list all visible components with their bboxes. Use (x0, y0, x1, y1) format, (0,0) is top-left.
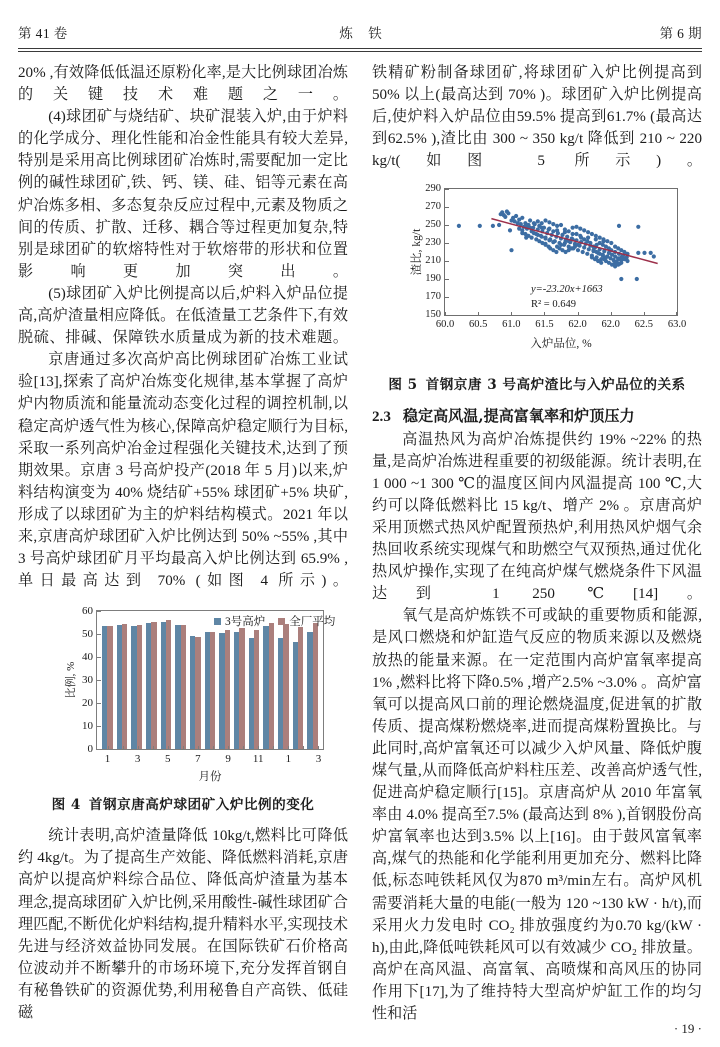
figure-4-y-tick-label: 60 (82, 605, 93, 618)
figure-5-x-tickmark (676, 312, 677, 316)
section-heading-2-3 (372, 405, 702, 428)
figure-4-bar (122, 624, 127, 749)
figure-5-y-tickmark (445, 243, 449, 244)
figure-4-bar (313, 623, 318, 750)
figure-5-r2-annotation: R² = 0.649 (531, 299, 576, 311)
figure-4-x-tickmark (168, 746, 169, 750)
figure-4-y-tick-label: 20 (82, 697, 93, 710)
figure-5-x-axis-label: 入炉品位, % (530, 338, 592, 351)
figure-5-data-point (642, 251, 646, 255)
figure-4-bar (195, 637, 200, 749)
figure-5-data-point (599, 261, 603, 265)
figure-4-caption-text: 首钢京唐高炉球团矿入炉比例的变化 (88, 797, 315, 814)
figure-4-bar-group (291, 611, 306, 749)
legend-label-series1: 3号高炉 (225, 616, 266, 629)
figure-5-data-point (582, 246, 586, 250)
figure-5-data-point (617, 224, 621, 228)
figure-5-x-tickmark (644, 312, 645, 316)
running-head-journal-title: 炼 铁 (339, 26, 388, 41)
figure-5-x-tick-label: 62.0 (568, 319, 587, 331)
figure-5-y-tickmark (445, 279, 449, 280)
figure-5-x-tick-label: 60.5 (468, 319, 488, 331)
figure-5-data-point (491, 224, 495, 228)
paragraph-pellet-ratio: 铁精矿粉制备球团矿,将球团矿入炉比例提高到 50% 以上(最高达到 70% )。球团矿入炉比例提高后,使炉料入炉品位由59.5% 提高到61.7% (最高达到62.5% ),渣比由 300 ~ 350 kg/t 降低到 210 ~ 220 kg/t(如图 5 所示)。 (372, 65, 702, 170)
figure-5-data-point (559, 243, 563, 247)
figure-4-x-tick-label: 5 (165, 753, 171, 766)
figure-5-y-tickmark (445, 261, 449, 262)
figure-5-data-point (619, 277, 623, 281)
figure-4-y-tick-label: 50 (82, 628, 93, 641)
figure-5-data-point (551, 222, 555, 226)
figure-4-bar (107, 626, 112, 749)
figure-5-data-point (563, 228, 567, 232)
figure-5-x-tick-label: 60.0 (435, 319, 455, 331)
section-number: 2.3 (372, 409, 391, 426)
paragraph-continued: 20% ,有效降低低温还原粉化率,是大比例球团冶炼的关键技术难题之一。 (18, 65, 348, 104)
figure-4-plot-area (82, 605, 324, 766)
figure-4-bar (151, 622, 156, 749)
paragraph-item-4: (4)球团矿与烧结矿、块矿混装入炉,由于炉料的化学成分、理化性能和冶金性能具有较大差异,特别是采用高比例球团矿冶炼时,需要配加一定比例的碱性球团矿,铁、钙、镁、硅、铝等元素在高炉冶炼多相、多态复杂反应过程中,元素及物质之间的传质、扩散、迁移、耦合等过程更加复杂,特别是球团矿的软熔特性对于软熔带的形状和位置影响更加突出。 (18, 109, 348, 280)
two-column-body (18, 62, 702, 1035)
figure-5-data-point (585, 252, 589, 256)
legend-label-series2: 全厂平均 (289, 616, 336, 629)
figure-5-data-point (571, 226, 575, 230)
figure-5-data-point (586, 231, 590, 235)
figure-5-y-tick-label: 190 (425, 273, 441, 285)
figure-4-x-tickmark (108, 746, 109, 750)
figure-4-bar (225, 630, 230, 749)
figure-5-data-point (576, 249, 580, 253)
figure-4-x-tickmark (258, 746, 259, 750)
figure-5-x-tickmark (611, 312, 612, 316)
page-number: · 19 · (673, 1021, 702, 1036)
figure-4-y-tickmark (97, 726, 101, 727)
figure-5-data-point (478, 224, 482, 228)
figure-5-points-svg (445, 189, 677, 315)
figure-5-data-point (635, 277, 639, 281)
figure-4-x-tickmark (198, 746, 199, 750)
figure-4-bar-group (115, 611, 130, 749)
figure-4-legend (214, 613, 335, 629)
figure-5-data-point (528, 219, 532, 223)
figure-4-bar-groups (97, 611, 323, 749)
figure-4-x-tickmark (318, 746, 319, 750)
figure-5-y-tickmark (445, 225, 449, 226)
figure-5-data-point (547, 239, 551, 243)
running-head-issue: 第 6 期 (659, 26, 702, 41)
figure-5-x-tickmark (511, 312, 512, 316)
figure-5-data-point (571, 232, 575, 236)
figure-5-data-point (540, 222, 544, 226)
figure-5-data-point (497, 223, 501, 227)
figure-4-bar-group (276, 611, 291, 749)
figure-5-y-tickmark (445, 315, 449, 316)
figure-5-data-point (534, 238, 538, 242)
figure-5-data-point (457, 224, 461, 228)
figure-5-data-point (536, 233, 540, 237)
figure-4-bar-group (100, 611, 115, 749)
figure-4-bar (254, 630, 259, 749)
figure-5-y-tickmark (445, 189, 449, 190)
figure-4-y-tick-label: 0 (87, 743, 93, 756)
figure-5-y-tick-label: 270 (425, 201, 441, 213)
figure-5-data-point (591, 249, 595, 253)
figure-5-data-point (555, 229, 559, 233)
figure-5-y-tickmark (445, 207, 449, 208)
figure-5-x-tickmark (445, 312, 446, 316)
figure-5-data-point (578, 227, 582, 231)
figure-5-data-point (636, 225, 640, 229)
figure-5-y-tick-label: 290 (425, 183, 441, 195)
figure-5-data-point (557, 247, 561, 251)
figure-5-data-point (503, 215, 507, 219)
legend-swatch-series1-icon (214, 618, 221, 625)
figure-5-data-point (536, 220, 540, 224)
figure-5-x-tickmark (578, 312, 579, 316)
figure-5-data-point (514, 214, 518, 218)
figure-5-data-point (532, 231, 536, 235)
figure-4-bar-group (232, 611, 247, 749)
figure-5-data-point (609, 241, 613, 245)
figure-5-data-point (547, 227, 551, 231)
figure-4-bar-group (203, 611, 218, 749)
section-title: 稳定高风温,提高富氧率和炉顶压力 (402, 407, 635, 426)
figure-5-data-point (594, 238, 598, 242)
figure-5-scatterplot (372, 180, 702, 365)
figure-5-x-tickmark (544, 312, 545, 316)
figure-4-y-tick-label: 30 (82, 674, 93, 687)
figure-4-caption (18, 793, 348, 813)
figure-4-x-tickmark (243, 746, 244, 750)
figure-4-bar (210, 632, 215, 749)
figure-4-bar (269, 623, 274, 750)
figure-4-y-tickmark (97, 680, 101, 681)
figure-5-data-point (523, 232, 527, 236)
figure-4 (18, 600, 348, 813)
figure-5-x-tick-label: 62.5 (634, 319, 654, 331)
right-column (372, 62, 702, 1035)
figure-4-bar-group (247, 611, 262, 749)
figure-5-plot-area (425, 183, 687, 331)
figure-4-bar-group (159, 611, 174, 749)
figure-5-data-point (574, 225, 578, 229)
figure-5-data-point (559, 223, 563, 227)
figure-5-data-point (551, 240, 555, 244)
figure-4-bar-group (188, 611, 203, 749)
figure-5-y-tick-label: 210 (425, 255, 441, 267)
figure-4-y-tickmark (97, 749, 101, 750)
figure-5-data-point (587, 248, 591, 252)
figure-4-x-tick-label: 9 (225, 753, 231, 766)
figure-4-x-tick-label: 3 (315, 753, 322, 766)
figure-5-data-point (508, 229, 512, 233)
figure-5-data-point (601, 238, 605, 242)
figure-5-y-tickmark (445, 297, 449, 298)
figure-5-data-point (613, 261, 617, 265)
figure-4-x-tickmark (153, 746, 154, 750)
figure-4-x-tickmark (273, 746, 274, 750)
figure-5-y-tick-label: 250 (425, 219, 441, 231)
figure-4-bar (137, 625, 142, 749)
figure-5 (372, 180, 702, 393)
figure-5-y-tick-label: 150 (425, 309, 441, 321)
figure-4-y-tick-label: 10 (82, 720, 93, 733)
figure-4-x-tick-label: 1 (104, 753, 111, 766)
figure-5-data-point (579, 236, 583, 240)
figure-5-data-point (563, 241, 567, 245)
figure-5-trend-line (491, 219, 657, 264)
figure-5-data-point (574, 232, 578, 236)
left-column (18, 62, 348, 1035)
figure-5-data-point (586, 236, 590, 240)
figure-5-data-point (649, 251, 653, 255)
figure-5-data-point (598, 236, 602, 240)
figure-4-bar (239, 628, 244, 749)
figure-4-x-axis-label: 月份 (198, 771, 222, 784)
figure-4-x-tickmark (123, 746, 124, 750)
figure-5-data-point (652, 255, 656, 259)
figure-5-caption-text: 首钢京唐 3 号高炉渣比与入炉品位的关系 (425, 377, 686, 394)
figure-4-y-axis-label: 比例, % (65, 661, 77, 699)
figure-5-data-point (532, 222, 536, 226)
figure-5-data-point (555, 224, 559, 228)
figure-5-data-point (636, 251, 640, 255)
figure-4-bar-group (173, 611, 188, 749)
figure-5-data-point (567, 230, 571, 234)
figure-4-bar-group (305, 611, 320, 749)
figure-5-x-tick-label: 63.0 (667, 319, 687, 331)
figure-4-x-tick-label: 11 (252, 753, 264, 766)
figure-4-bar (181, 625, 186, 749)
figure-4-x-tickmark (138, 746, 139, 750)
figure-4-x-tick-label: 1 (285, 753, 292, 766)
figure-5-data-point (547, 221, 551, 225)
figure-4-y-tickmark (97, 657, 101, 658)
figure-5-y-tick-label: 170 (425, 291, 441, 303)
paragraph-hot-blast: 高温热风为高炉冶炼提供约 19% ~22% 的热量,是高炉冶炼进程重要的初级能源。统计表明,在 1 000 ~1 300 ℃的温度区间内风温提高 100 ℃,大约可以降低燃料比 15 kg/t、增产 2% 。京唐高炉采用顶燃式热风炉配置预热炉,利用热风炉烟气余热回收系统实现煤气和助燃空气双预热,通过优化热风炉操作,实现了在纯高炉煤气燃烧条件下风温达到 1 250 ℃[14]。 (372, 431, 702, 603)
figure-4-x-tickmark (303, 746, 304, 750)
figure-5-data-point (506, 212, 510, 216)
figure-5-data-point (625, 259, 629, 263)
figure-5-data-point (551, 230, 555, 234)
figure-5-data-point (582, 229, 586, 233)
figure-4-y-tick-label: 40 (82, 651, 93, 664)
figure-4-bar (298, 627, 303, 749)
figure-5-data-point (540, 226, 544, 230)
figure-5-y-axis-label: 渣比, kg/t (411, 229, 423, 276)
figure-4-bar (283, 624, 288, 749)
paragraph-statistics: 统计表明,高炉渣量降低 10kg/t,燃料比可降低约 4kg/t。为了提高生产效能、降低燃料消耗,京唐高炉以提高炉料综合品位、降低高炉渣量为基本理念,提高球团矿入炉比例,采用酸性-碱性球团矿合理匹配,不断优化炉料结构,提升精料水平,实现技术先进与经济效益协同发展。在国际铁矿石价格高位波动并不断攀升的市场环境下,充分发挥首钢自有秘鲁铁矿的资源优势,利用秘鲁自产高铁、低硅磁 (18, 828, 348, 1021)
figure-4-label: 图 4 (51, 797, 81, 814)
paragraph-oxygen-enrichment: 氧气是高炉炼铁不可或缺的重要物质和能源,是风口燃烧和炉缸造气反应的物质来源以及燃烧放热的能量来源。在一定范围内高炉富氧率提高 1% ,燃料比将下降0.5% ,增产2.5% ~3.0% 。高炉富氧可以提高风口前的理论燃烧温度,促进氧的扩散传质、提高煤粉燃烧率,进而提高煤粉置换比。与此同时,高炉富氧还可以减少入炉风量、降低炉腹煤气量,从而降低高炉料柱压差、改善高炉透气性,促进高炉稳定顺行[15]。京唐高炉从 2010 年富氧率由 4.0% 提高至7.5% (最高达到 8% ),首钢股份高炉富氧率也达到3.5% 以上[16]。由于鼓风富氧率高,煤气的热能和化学能利用更加充分、燃料比降低,标态吨铁耗风仅为870 m³/min左右。高炉风机需要消耗大量的电能(一般为 120 ~130 kW · h/t),而采用火力发电时 CO₂ 排放强度约为0.70 kg/(kW · h),由此,降低吨铁耗风可以有效减少 CO₂ 排放量。高炉在高风温、高富氧、高喷煤和高风压的协同作用下[17],为了维持特大型高炉炉缸工作的均匀性和活 (372, 608, 702, 1022)
figure-4-y-tickmark (97, 611, 101, 612)
figure-5-y-tick-label: 230 (425, 237, 441, 249)
paragraph-jingtang-trial: 京唐通过多次高炉高比例球团矿冶炼工业试验[13],探索了高炉冶炼变化规律,基本掌握了高炉炉内物质流和能量流动态变化过程的调控机制,以稳定高炉透气性为核心,保障高炉稳定顺行为目标,采取一系列高炉冶金过程强化关键技术,达到了预期效果。京唐 3 号高炉投产(2018 年 5 月)以来,炉料结构演变为 40% 烧结矿+55% 球团矿+5% 块矿,形成了以球团矿为主的炉料结构模式。2021 年以来,京唐高炉球团矿入炉比例达到 50% ~55% ,其中 3 号高炉球团矿月平均最高入炉比例达到 65.9% ,单日最高达到 70% (如图 4 所示)。 (18, 352, 348, 590)
figure-4-bar (166, 620, 171, 749)
figure-4-bar-group (261, 611, 276, 749)
figure-4-x-tick-label: 3 (134, 753, 141, 766)
figure-5-data-point (543, 219, 547, 223)
figure-4-x-tick-label: 7 (195, 753, 201, 766)
figure-4-x-tickmark (288, 746, 289, 750)
figure-5-data-point (547, 245, 551, 249)
paragraph-item-5: (5)球团矿入炉比例提高以后,炉料入炉品位提高,高炉渣量相应降低。在低渣量工艺条件下,有效脱硫、排碱、保障铁水质量成为新的技术难题。 (18, 285, 348, 347)
figure-4-x-tickmark (183, 746, 184, 750)
figure-5-data-point (540, 235, 544, 239)
figure-4-x-tickmark (228, 746, 229, 750)
legend-swatch-series2-icon (278, 618, 285, 625)
figure-5-x-tickmark (478, 312, 479, 316)
figure-4-bar-group (129, 611, 144, 749)
figure-4-y-tickmark (97, 703, 101, 704)
figure-5-label: 图 5 (388, 377, 418, 394)
figure-5-data-point (594, 234, 598, 238)
figure-5-data-point (604, 256, 608, 260)
figure-4-barchart (18, 600, 348, 790)
figure-4-x-tickmark (213, 746, 214, 750)
figure-5-data-point (509, 249, 513, 253)
running-head-volume: 第 41 卷 (18, 26, 68, 41)
figure-5-data-point (543, 237, 547, 241)
figure-4-bar-group (144, 611, 159, 749)
figure-5-data-point (581, 250, 585, 254)
figure-4-y-tickmark (97, 634, 101, 635)
figure-5-equation-annotation: y=-23.20x+1663 (531, 284, 603, 296)
header-rule (18, 48, 702, 52)
figure-5-x-tick-label: 62.0 (601, 319, 620, 331)
figure-4-bar-group (217, 611, 232, 749)
figure-5-data-point (520, 216, 524, 220)
figure-5-x-tick-label: 61.5 (535, 319, 554, 331)
figure-5-data-point (590, 232, 594, 236)
figure-5-caption (372, 373, 702, 393)
figure-5-data-point (605, 240, 609, 244)
figure-5-x-tick-label: 61.0 (502, 319, 521, 331)
